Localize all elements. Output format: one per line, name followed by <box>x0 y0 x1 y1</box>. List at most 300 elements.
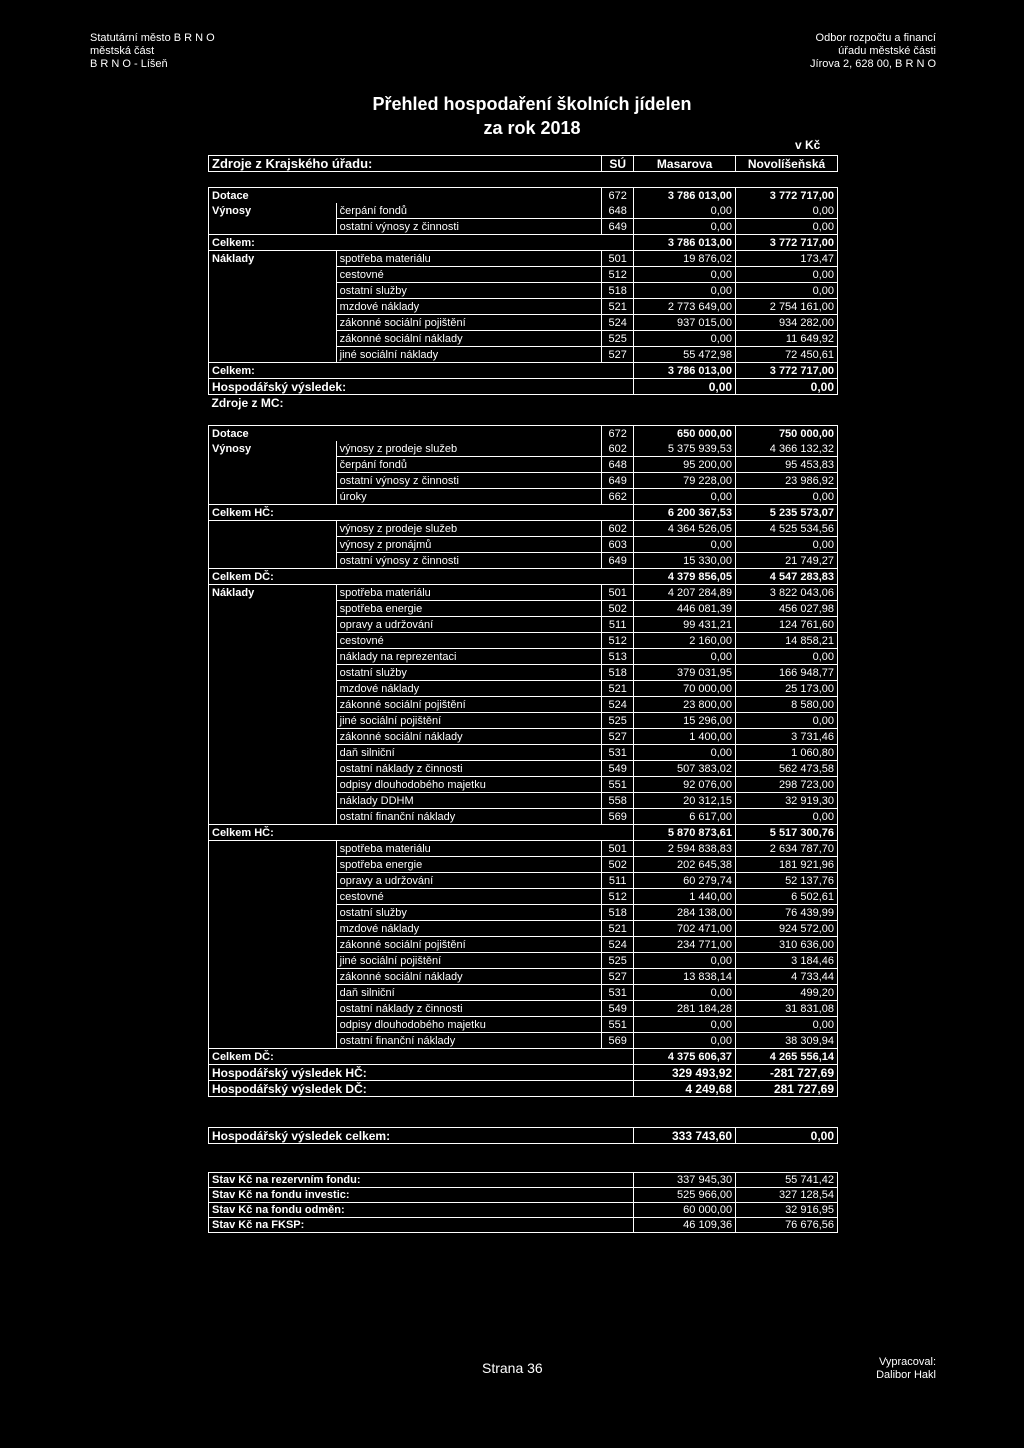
novolisenska-value: 4 366 132,32 <box>736 441 838 457</box>
item-name: ostatní služby <box>336 665 602 681</box>
su-cell: 518 <box>602 283 634 299</box>
su-cell: 524 <box>602 937 634 953</box>
novolisenska-value: 0,00 <box>736 267 838 283</box>
item-name: výnosy z prodeje služeb <box>336 441 602 457</box>
group-label <box>209 315 337 331</box>
item-name: ostatní služby <box>336 283 602 299</box>
result-label: Hospodářský výsledek HČ: <box>209 1065 634 1081</box>
cost-row <box>209 921 838 937</box>
cost-row <box>209 315 838 331</box>
revenue-row <box>209 489 838 505</box>
group-label <box>209 793 337 809</box>
item-name: spotřeba energie <box>336 857 602 873</box>
masarova-value: 234 771,00 <box>634 937 736 953</box>
novolisenska-value: 4 525 534,56 <box>736 521 838 537</box>
item-name: zákonné sociální náklady <box>336 729 602 745</box>
su-cell: 649 <box>602 219 634 235</box>
item-name: spotřeba materiálu <box>336 251 602 267</box>
spacer-row <box>209 1112 838 1128</box>
header-left <box>90 32 215 71</box>
item-name: opravy a udržování <box>336 617 602 633</box>
group-label <box>209 219 337 235</box>
novolisenska-value: 38 309,94 <box>736 1033 838 1049</box>
masarova-value: 13 838,14 <box>634 969 736 985</box>
masarova-value: 446 081,39 <box>634 601 736 617</box>
cost-row <box>209 985 838 1001</box>
prepared-by <box>876 1356 936 1382</box>
novolisenska-value: 934 282,00 <box>736 315 838 331</box>
result-row <box>209 379 838 395</box>
item-name: výnosy z pronájmů <box>336 537 602 553</box>
novolisenska-value: 95 453,83 <box>736 457 838 473</box>
cost-row <box>209 347 838 363</box>
spacer <box>209 1112 838 1128</box>
header-right-line: úřadu městské části <box>838 45 936 57</box>
su-cell: 527 <box>602 347 634 363</box>
masarova-value: 4 207 284,89 <box>634 585 736 601</box>
fund-row <box>209 1218 838 1233</box>
masarova-value: 15 296,00 <box>634 713 736 729</box>
su-cell: 502 <box>602 601 634 617</box>
novolisenska-value: 32 919,30 <box>736 793 838 809</box>
novolisenska-value: 124 761,60 <box>736 617 838 633</box>
masarova-value: 4 364 526,05 <box>634 521 736 537</box>
su-cell: 518 <box>602 665 634 681</box>
su-cell: 512 <box>602 633 634 649</box>
item-name: ostatní výnosy z činnosti <box>336 553 602 569</box>
su-cell: 602 <box>602 521 634 537</box>
total-row <box>209 569 838 585</box>
dotace-label: Dotace <box>209 426 602 442</box>
item-name: úroky <box>336 489 602 505</box>
su-cell: 531 <box>602 985 634 1001</box>
result-label: Hospodářský výsledek: <box>209 379 634 395</box>
masarova-value: 507 383,02 <box>634 761 736 777</box>
group-label <box>209 937 337 953</box>
su-cell: 672 <box>602 188 634 204</box>
item-name: čerpání fondů <box>336 203 602 219</box>
fund-label: Stav Kč na FKSP: <box>209 1218 634 1233</box>
su-cell: 672 <box>602 426 634 442</box>
masarova-value: 92 076,00 <box>634 777 736 793</box>
revenue-row <box>209 219 838 235</box>
item-name: ostatní výnosy z činnosti <box>336 473 602 489</box>
title-line: Přehled hospodaření školních jídelen <box>372 94 692 114</box>
source-header: Zdroje z Krajského úřadu: <box>209 156 602 172</box>
su-cell: 648 <box>602 457 634 473</box>
cost-row <box>209 937 838 953</box>
masarova-total: 6 200 367,53 <box>634 505 736 521</box>
su-cell: 648 <box>602 203 634 219</box>
group-label <box>209 969 337 985</box>
group-label <box>209 601 337 617</box>
novolisenska-result: 0,00 <box>736 1128 838 1144</box>
group-label <box>209 681 337 697</box>
total-label: Celkem DČ: <box>209 569 634 585</box>
result-label: Hospodářský výsledek celkem: <box>209 1128 634 1144</box>
masarova-total: 4 375 606,37 <box>634 1049 736 1065</box>
masarova-value: 0,00 <box>634 537 736 553</box>
revenue-row <box>209 203 838 219</box>
group-label <box>209 905 337 921</box>
masarova-result: 0,00 <box>634 379 736 395</box>
novolisenska-value: 31 831,08 <box>736 1001 838 1017</box>
masarova-value: 2 160,00 <box>634 633 736 649</box>
revenue-row <box>209 473 838 489</box>
item-name: výnosy z prodeje služeb <box>336 521 602 537</box>
group-label <box>209 553 337 569</box>
novolisenska-value: 456 027,98 <box>736 601 838 617</box>
cost-row <box>209 953 838 969</box>
item-name: daň silniční <box>336 985 602 1001</box>
novolisenska-value: 76 439,99 <box>736 905 838 921</box>
item-name: odpisy dlouhodobého majetku <box>336 777 602 793</box>
novolisenska-total: 5 235 573,07 <box>736 505 838 521</box>
novolisenska-result: 0,00 <box>736 379 838 395</box>
spacer <box>209 410 838 426</box>
group-label <box>209 777 337 793</box>
su-cell: 501 <box>602 585 634 601</box>
fund-label: Stav Kč na fondu investic: <box>209 1188 634 1203</box>
group-label <box>209 1001 337 1017</box>
novolisenska-value: 14 858,21 <box>736 633 838 649</box>
group-label <box>209 921 337 937</box>
su-cell: 518 <box>602 905 634 921</box>
group-label: Náklady <box>209 585 337 601</box>
novolisenska-result: -281 727,69 <box>736 1065 838 1081</box>
su-cell: 521 <box>602 681 634 697</box>
cost-row <box>209 969 838 985</box>
masarova-value: 0,00 <box>634 267 736 283</box>
spacer-row <box>209 410 838 426</box>
item-name: opravy a udržování <box>336 873 602 889</box>
masarova-value: 281 184,28 <box>634 1001 736 1017</box>
total-row <box>209 825 838 841</box>
masarova-value: 937 015,00 <box>634 315 736 331</box>
group-label <box>209 633 337 649</box>
item-name: ostatní služby <box>336 905 602 921</box>
total-label: Celkem: <box>209 363 634 379</box>
su-cell: 549 <box>602 1001 634 1017</box>
masarova-value: 5 375 939,53 <box>634 441 736 457</box>
item-name: náklady na reprezentaci <box>336 649 602 665</box>
group-label <box>209 299 337 315</box>
masarova-value: 0,00 <box>634 745 736 761</box>
novolisenska-total: 3 772 717,00 <box>736 235 838 251</box>
header-right-line: Odbor rozpočtu a financí <box>815 32 936 44</box>
group-label <box>209 729 337 745</box>
group-label <box>209 985 337 1001</box>
masarova-value: 23 800,00 <box>634 697 736 713</box>
item-name: cestovné <box>336 889 602 905</box>
su-cell: 569 <box>602 809 634 825</box>
novolisenska-value: 3 772 717,00 <box>736 188 838 204</box>
masarova-value: 3 786 013,00 <box>634 188 736 204</box>
novolisenska-header: Novolíšeňská <box>736 156 838 172</box>
budget-table <box>208 155 838 1144</box>
novolisenska-value: 32 916,95 <box>736 1203 838 1218</box>
masarova-value: 284 138,00 <box>634 905 736 921</box>
item-name: odpisy dlouhodobého majetku <box>336 1017 602 1033</box>
page-title <box>0 92 1024 140</box>
novolisenska-value: 11 649,92 <box>736 331 838 347</box>
prepared-name: Dalibor Hakl <box>876 1369 936 1381</box>
su-cell: 501 <box>602 251 634 267</box>
novolisenska-value: 72 450,61 <box>736 347 838 363</box>
su-cell: 511 <box>602 617 634 633</box>
novolisenska-value: 298 723,00 <box>736 777 838 793</box>
cost-row <box>209 331 838 347</box>
novolisenska-value: 2 634 787,70 <box>736 841 838 857</box>
cost-row <box>209 251 838 267</box>
cost-row <box>209 1033 838 1049</box>
revenue-row <box>209 553 838 569</box>
group-label <box>209 267 337 283</box>
su-cell: 549 <box>602 761 634 777</box>
group-label <box>209 331 337 347</box>
masarova-value: 1 440,00 <box>634 889 736 905</box>
group-label <box>209 1033 337 1049</box>
novolisenska-value: 0,00 <box>736 489 838 505</box>
masarova-value: 55 472,98 <box>634 347 736 363</box>
novolisenska-value: 3 731,46 <box>736 729 838 745</box>
novolisenska-value: 181 921,96 <box>736 857 838 873</box>
novolisenska-value: 173,47 <box>736 251 838 267</box>
novolisenska-value: 0,00 <box>736 203 838 219</box>
cost-row <box>209 299 838 315</box>
cost-row <box>209 601 838 617</box>
currency-unit: v Kč <box>795 138 821 152</box>
cost-row <box>209 1001 838 1017</box>
item-name: mzdové náklady <box>336 299 602 315</box>
masarova-total: 5 870 873,61 <box>634 825 736 841</box>
masarova-value: 650 000,00 <box>634 426 736 442</box>
item-name: ostatní výnosy z činnosti <box>336 219 602 235</box>
cost-row <box>209 681 838 697</box>
cost-row <box>209 889 838 905</box>
group-label <box>209 841 337 857</box>
novolisenska-value: 0,00 <box>736 809 838 825</box>
group-label <box>209 473 337 489</box>
masarova-result: 329 493,92 <box>634 1065 736 1081</box>
fund-row <box>209 1173 838 1188</box>
group-label <box>209 283 337 299</box>
su-cell: 558 <box>602 793 634 809</box>
revenue-row <box>209 537 838 553</box>
su-cell: 551 <box>602 1017 634 1033</box>
su-cell: 525 <box>602 331 634 347</box>
cost-row <box>209 1017 838 1033</box>
novolisenska-value: 23 986,92 <box>736 473 838 489</box>
total-row <box>209 363 838 379</box>
masarova-value: 0,00 <box>634 985 736 1001</box>
group-label: Výnosy <box>209 441 337 457</box>
section-heading-row <box>209 395 838 411</box>
masarova-value: 60 279,74 <box>634 873 736 889</box>
cost-row <box>209 873 838 889</box>
group-label <box>209 697 337 713</box>
masarova-value: 702 471,00 <box>634 921 736 937</box>
novolisenska-value: 166 948,77 <box>736 665 838 681</box>
header-right <box>810 32 936 71</box>
cost-row <box>209 793 838 809</box>
novolisenska-value: 499,20 <box>736 985 838 1001</box>
total-row <box>209 235 838 251</box>
cost-row <box>209 697 838 713</box>
result-label: Hospodářský výsledek DČ: <box>209 1081 634 1097</box>
masarova-value: 0,00 <box>634 203 736 219</box>
masarova-value: 15 330,00 <box>634 553 736 569</box>
su-cell: 551 <box>602 777 634 793</box>
item-name: spotřeba materiálu <box>336 585 602 601</box>
masarova-total: 3 786 013,00 <box>634 235 736 251</box>
total-label: Celkem: <box>209 235 634 251</box>
su-cell: 525 <box>602 953 634 969</box>
su-cell: 527 <box>602 729 634 745</box>
cost-row <box>209 665 838 681</box>
cost-row <box>209 267 838 283</box>
masarova-value: 19 876,02 <box>634 251 736 267</box>
masarova-value: 525 966,00 <box>634 1188 736 1203</box>
spacer <box>209 1097 838 1113</box>
item-name: mzdové náklady <box>336 921 602 937</box>
novolisenska-total: 3 772 717,00 <box>736 363 838 379</box>
masarova-header: Masarova <box>634 156 736 172</box>
masarova-value: 46 109,36 <box>634 1218 736 1233</box>
su-cell: 513 <box>602 649 634 665</box>
group-label <box>209 809 337 825</box>
cost-row <box>209 283 838 299</box>
novolisenska-value: 0,00 <box>736 713 838 729</box>
masarova-value: 2 594 838,83 <box>634 841 736 857</box>
novolisenska-value: 2 754 161,00 <box>736 299 838 315</box>
item-name: cestovné <box>336 267 602 283</box>
novolisenska-value: 25 173,00 <box>736 681 838 697</box>
item-name: zákonné sociální náklady <box>336 331 602 347</box>
result-row-dc <box>209 1081 838 1097</box>
novolisenska-value: 3 184,46 <box>736 953 838 969</box>
group-label <box>209 745 337 761</box>
item-name: zákonné sociální pojištění <box>336 697 602 713</box>
novolisenska-value: 0,00 <box>736 1017 838 1033</box>
masarova-value: 0,00 <box>634 331 736 347</box>
cost-row <box>209 745 838 761</box>
cost-row <box>209 761 838 777</box>
novolisenska-value: 8 580,00 <box>736 697 838 713</box>
group-label <box>209 649 337 665</box>
su-cell: 602 <box>602 441 634 457</box>
masarova-value: 0,00 <box>634 649 736 665</box>
su-header: SÚ <box>602 156 634 172</box>
cost-row <box>209 585 838 601</box>
novolisenska-value: 4 733,44 <box>736 969 838 985</box>
masarova-value: 1 400,00 <box>634 729 736 745</box>
novolisenska-value: 310 636,00 <box>736 937 838 953</box>
novolisenska-value: 21 749,27 <box>736 553 838 569</box>
novolisenska-total: 5 517 300,76 <box>736 825 838 841</box>
group-label <box>209 761 337 777</box>
spacer-row <box>209 172 838 188</box>
total-label: Celkem HČ: <box>209 825 634 841</box>
revenue-row <box>209 441 838 457</box>
masarova-value: 79 228,00 <box>634 473 736 489</box>
result-row-hc <box>209 1065 838 1081</box>
su-cell: 512 <box>602 889 634 905</box>
total-row <box>209 505 838 521</box>
novolisenska-result: 281 727,69 <box>736 1081 838 1097</box>
group-label <box>209 857 337 873</box>
group-label: Výnosy <box>209 203 337 219</box>
masarova-value: 0,00 <box>634 489 736 505</box>
masarova-value: 20 312,15 <box>634 793 736 809</box>
total-label: Celkem HČ: <box>209 505 634 521</box>
cost-row <box>209 713 838 729</box>
masarova-value: 0,00 <box>634 953 736 969</box>
su-cell: 511 <box>602 873 634 889</box>
su-cell: 662 <box>602 489 634 505</box>
group-label <box>209 953 337 969</box>
total-row <box>209 1049 838 1065</box>
cost-row <box>209 633 838 649</box>
su-cell: 521 <box>602 921 634 937</box>
fund-label: Stav Kč na fondu odměn: <box>209 1203 634 1218</box>
masarova-result: 4 249,68 <box>634 1081 736 1097</box>
item-name: náklady DDHM <box>336 793 602 809</box>
su-cell: 502 <box>602 857 634 873</box>
item-name: ostatní náklady z činnosti <box>336 1001 602 1017</box>
column-header-row <box>209 156 838 172</box>
group-label <box>209 347 337 363</box>
masarova-value: 379 031,95 <box>634 665 736 681</box>
su-cell: 525 <box>602 713 634 729</box>
novolisenska-value: 55 741,42 <box>736 1173 838 1188</box>
prepared-label: Vypracoval: <box>878 1356 936 1368</box>
revenue-row <box>209 521 838 537</box>
item-name: mzdové náklady <box>336 681 602 697</box>
group-label: Náklady <box>209 251 337 267</box>
novolisenska-value: 0,00 <box>736 283 838 299</box>
group-label <box>209 537 337 553</box>
group-label <box>209 713 337 729</box>
group-label <box>209 617 337 633</box>
item-name: spotřeba materiálu <box>336 841 602 857</box>
masarova-value: 2 773 649,00 <box>634 299 736 315</box>
su-cell: 521 <box>602 299 634 315</box>
novolisenska-value: 52 137,76 <box>736 873 838 889</box>
novolisenska-value: 0,00 <box>736 537 838 553</box>
novolisenska-value: 1 060,80 <box>736 745 838 761</box>
item-name: spotřeba energie <box>336 601 602 617</box>
group-label <box>209 665 337 681</box>
dotace-row <box>209 188 838 204</box>
su-cell: 649 <box>602 473 634 489</box>
novolisenska-value: 6 502,61 <box>736 889 838 905</box>
su-cell: 603 <box>602 537 634 553</box>
revenue-row <box>209 457 838 473</box>
total-label: Celkem DČ: <box>209 1049 634 1065</box>
masarova-value: 95 200,00 <box>634 457 736 473</box>
item-name: ostatní náklady z činnosti <box>336 761 602 777</box>
item-name: zákonné sociální pojištění <box>336 937 602 953</box>
su-cell: 524 <box>602 315 634 331</box>
group-label <box>209 1017 337 1033</box>
masarova-value: 70 000,00 <box>634 681 736 697</box>
novolisenska-value: 0,00 <box>736 649 838 665</box>
su-cell: 501 <box>602 841 634 857</box>
fund-row <box>209 1203 838 1218</box>
masarova-value: 0,00 <box>634 283 736 299</box>
header-left-line: B R N O - Líšeň <box>90 58 168 70</box>
